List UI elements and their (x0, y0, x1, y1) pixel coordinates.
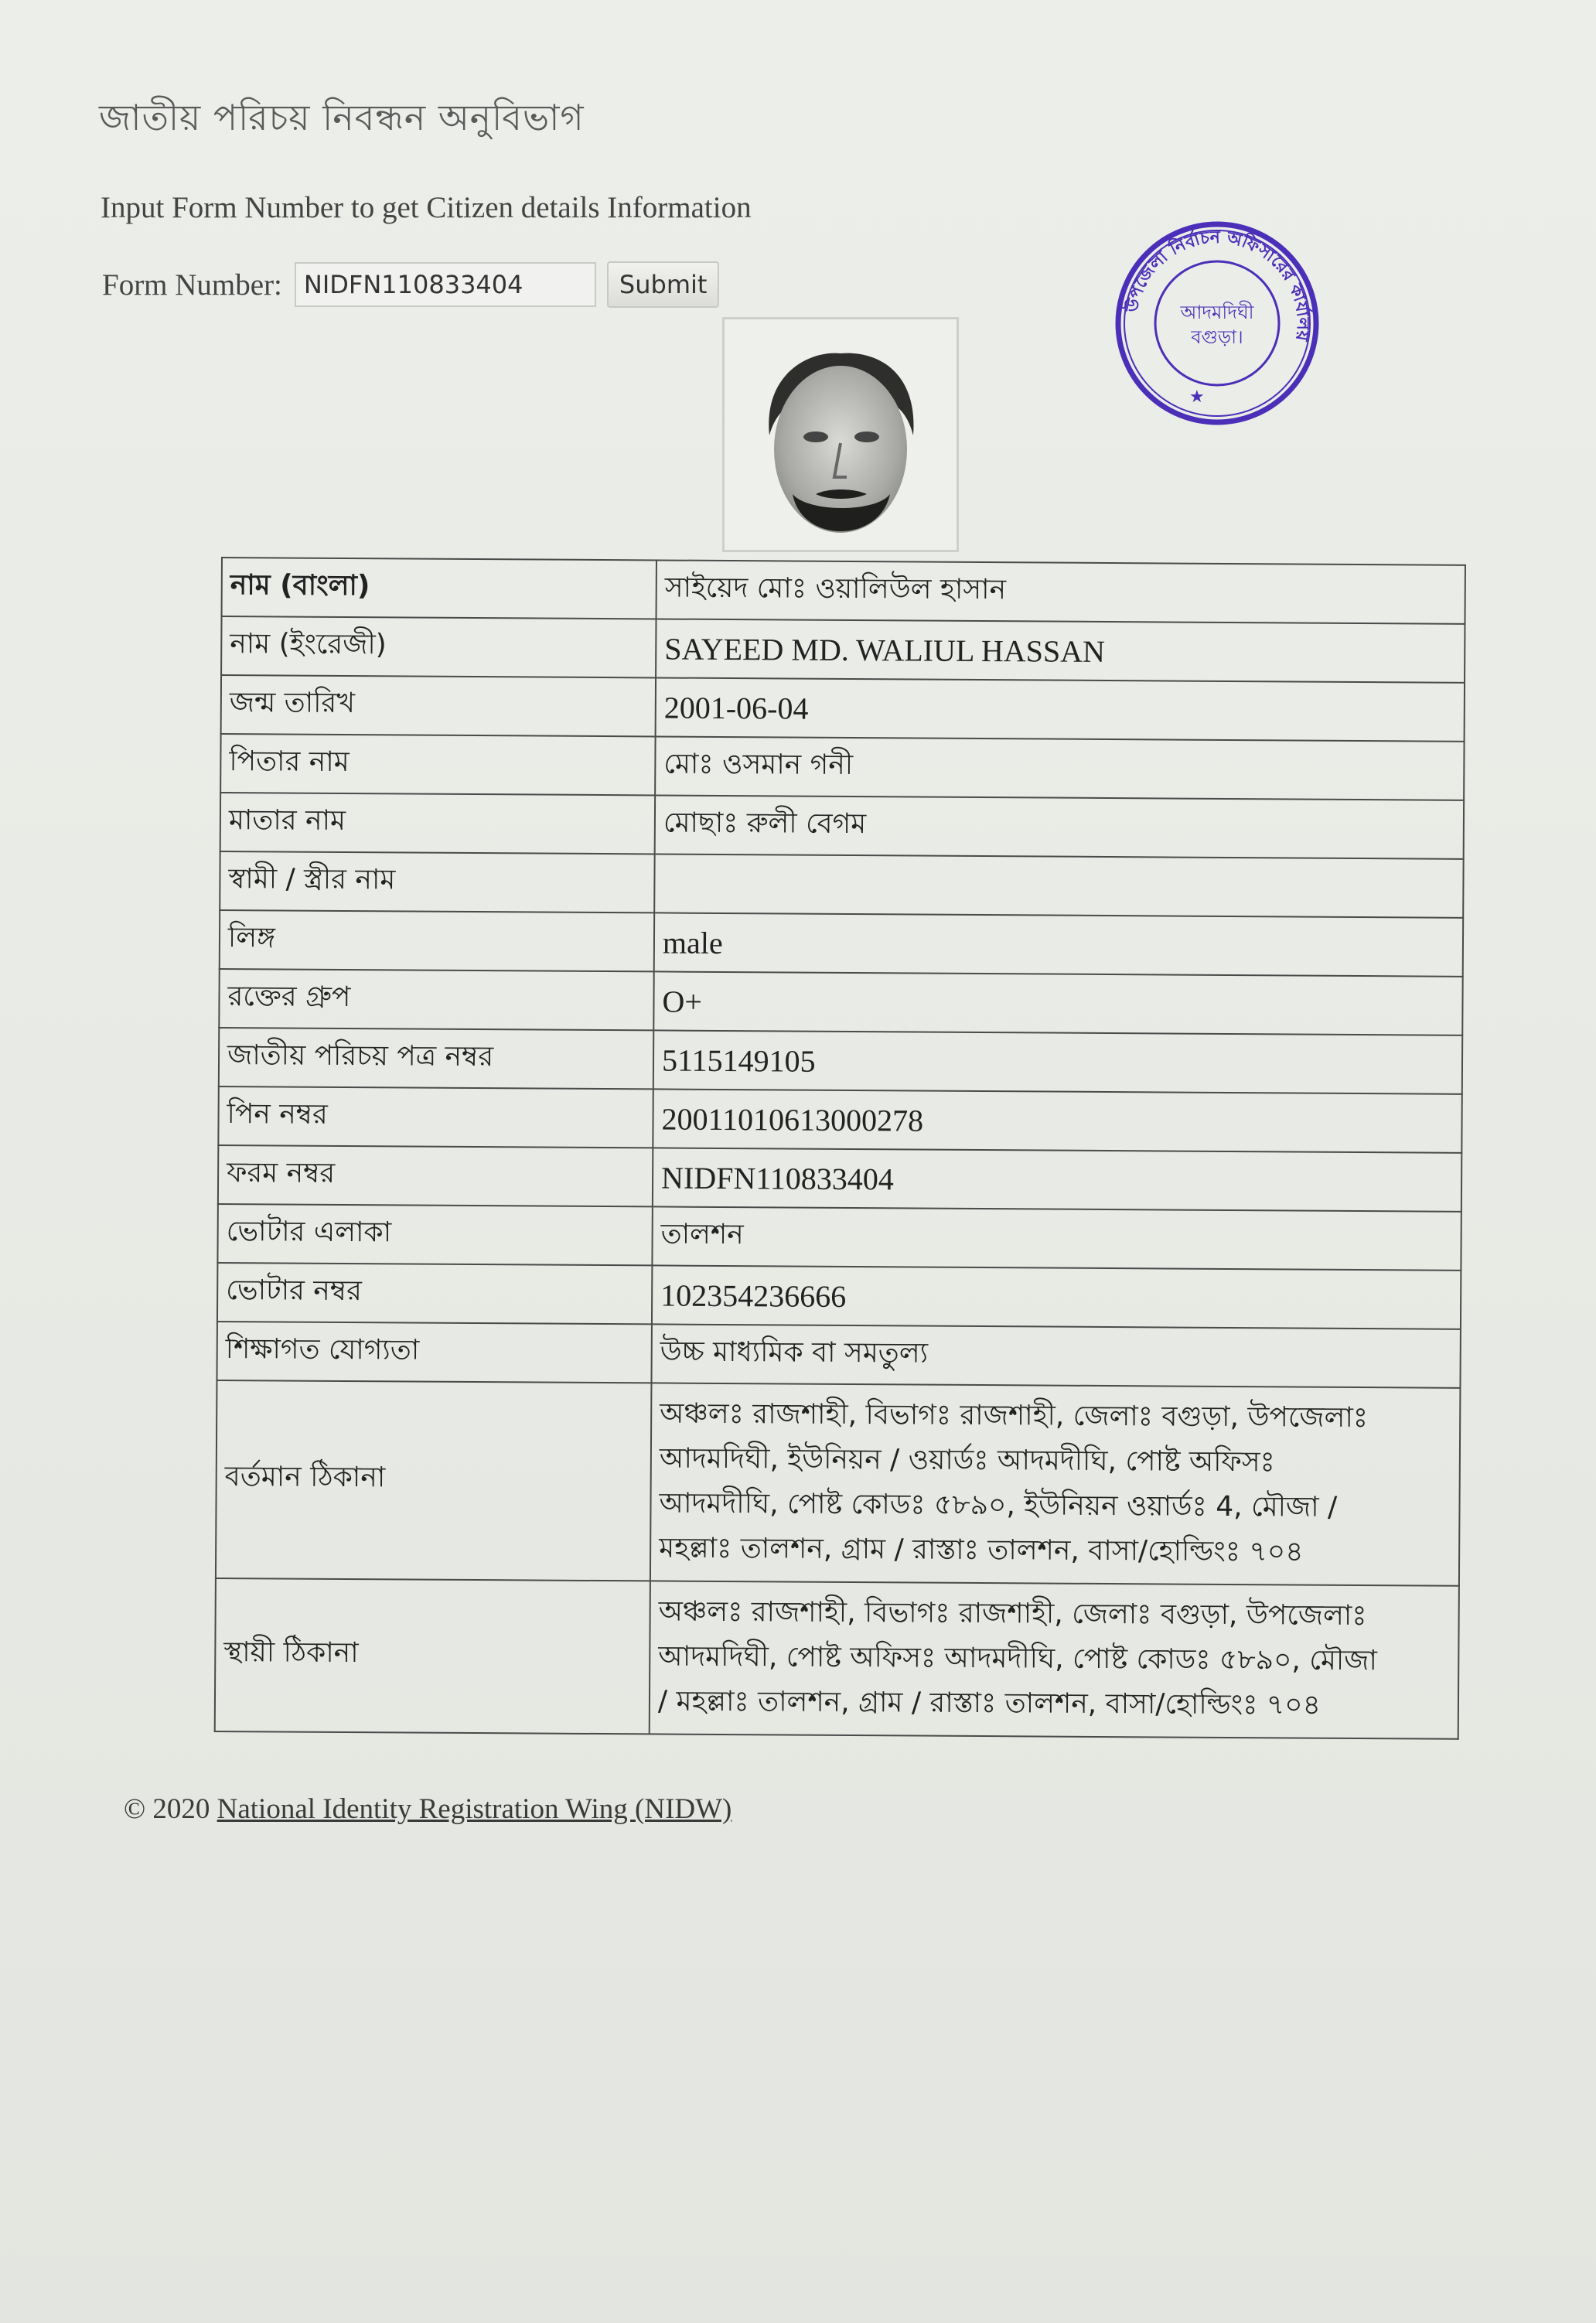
address-line: মহল্লাঃ তালশন, গ্রাম / রাস্তাঃ তালশন, বাসা/হোল্ডিংঃ ৭০৪ (659, 1532, 1304, 1568)
row-label: জাতীয় পরিচয় পত্র নম্বর (219, 1028, 653, 1089)
row-label: জন্ম তারিখ (221, 675, 656, 736)
row-label: ফরম নম্বর (218, 1145, 653, 1206)
row-value: মোঃ ওসমান গনী (655, 736, 1464, 800)
table-row (217, 1322, 1460, 1388)
table-row (222, 558, 1465, 624)
row-label: পিতার নাম (220, 734, 655, 795)
table-row (218, 1086, 1461, 1153)
row-label: ভোটার এলাকা (217, 1204, 652, 1265)
address-line: আদমদীঘি, পোষ্ট কোডঃ ৫৮৯০, ইউনিয়ন ওয়ার্ডঃ 4, মৌজা / (659, 1487, 1338, 1523)
footer (124, 1793, 732, 1826)
row-value: 2001-06-04 (656, 677, 1465, 741)
row-value: সাইয়েদ মোঃ ওয়ালিউল হাসান (656, 560, 1465, 623)
row-label: রক্তের গ্রুপ (219, 969, 653, 1030)
row-value: 5115149105 (653, 1030, 1462, 1093)
address-line: আদমদিঘী, ইউনিয়ন / ওয়ার্ডঃ আদমদীঘি, পোষ্ট অফিসঃ (659, 1442, 1275, 1479)
permanent-address-value (650, 1581, 1459, 1738)
table-row (220, 851, 1463, 918)
row-value (654, 854, 1463, 917)
form-number-search (102, 261, 719, 308)
row-value: 102354236666 (652, 1265, 1461, 1329)
address-line: অঞ্চলঃ রাজশাহী, বিভাগঃ রাজশাহী, জেলাঃ বগুড়া, উপজেলাঃ (660, 1397, 1369, 1434)
row-value: male (654, 912, 1463, 976)
row-value: মোছাঃ রুলী বেগম (655, 795, 1464, 858)
row-value: O+ (653, 971, 1462, 1035)
official-stamp-icon (1112, 218, 1322, 428)
row-label: ভোটার নম্বর (217, 1263, 652, 1324)
table-row-permanent-address (215, 1578, 1459, 1739)
table-row (221, 675, 1465, 742)
address-line: আদমদিঘী, পোষ্ট অফিসঃ আদমদীঘি, পোষ্ট কোডঃ ৫৮৯০, মৌজা (658, 1640, 1377, 1677)
table-row (220, 910, 1463, 977)
nidw-link[interactable]: National Identity Registration Wing (NIDW) (217, 1793, 732, 1825)
stamp-star-icon: ★ (1189, 387, 1205, 407)
page-title: জাতীয় পরিচয় নিবন্ধন অনুবিভাগ (99, 97, 585, 138)
svg-text:উপজেলা নির্বাচন অফিসারের কার্য (1120, 227, 1315, 343)
citizen-photo (722, 317, 959, 552)
table-row (220, 734, 1464, 800)
table-row (219, 1028, 1462, 1094)
table-row (218, 1145, 1461, 1212)
form-number-input[interactable] (295, 262, 596, 307)
row-label: মাতার নাম (220, 793, 655, 854)
stamp-inner-line1: আদমদিঘী (1180, 302, 1254, 323)
row-label: পিন নম্বর (218, 1086, 653, 1148)
address-line: অঞ্চলঃ রাজশাহী, বিভাগঃ রাজশাহী, জেলাঃ বগুড়া, উপজেলাঃ (658, 1595, 1367, 1632)
citizen-details-table (214, 557, 1466, 1740)
table-row (217, 1204, 1461, 1271)
row-label: নাম (বাংলা) (222, 558, 656, 619)
row-value: তালশন (652, 1206, 1461, 1270)
row-label: শিক্ষাগত যোগ্যতা (217, 1322, 651, 1383)
permanent-address-label: স্থায়ী ঠিকানা (215, 1578, 650, 1734)
row-label: নাম (ইংরেজী) (221, 616, 656, 677)
submit-button[interactable]: Submit (607, 261, 720, 308)
table-row (217, 1263, 1461, 1329)
present-address-value (650, 1383, 1461, 1585)
row-value: উচ্চ মাধ্যমিক বা সমতুল্য (651, 1324, 1460, 1387)
table-row (220, 793, 1464, 859)
address-line: / মহল্লাঃ তালশন, গ্রাম / রাস্তাঃ তালশন, বাসা/হোল্ডিংঃ ৭০৪ (657, 1685, 1321, 1721)
row-value: NIDFN110833404 (653, 1148, 1461, 1211)
table-row-present-address (216, 1380, 1461, 1586)
present-address-label: বর্তমান ঠিকানা (216, 1380, 652, 1581)
citizen-photo-icon (725, 319, 957, 550)
row-value: 20011010613000278 (653, 1089, 1461, 1152)
form-number-label: Form Number: (102, 268, 282, 302)
row-value: SAYEED MD. WALIUL HASSAN (656, 619, 1465, 682)
table-row (219, 969, 1462, 1035)
stamp-inner-line2: বগুড়া। (1191, 326, 1243, 348)
instruction-text: Input Form Number to get Citizen details Information (101, 191, 752, 224)
table-row (221, 616, 1465, 683)
copyright-text: © 2020 (124, 1793, 210, 1825)
stamp-outer-text: উপজেলা নির্বাচন অফিসারের কার্যালয় (1122, 227, 1313, 343)
row-label: স্বামী / স্ত্রীর নাম (220, 851, 654, 912)
row-label: লিঙ্গ (220, 910, 654, 971)
